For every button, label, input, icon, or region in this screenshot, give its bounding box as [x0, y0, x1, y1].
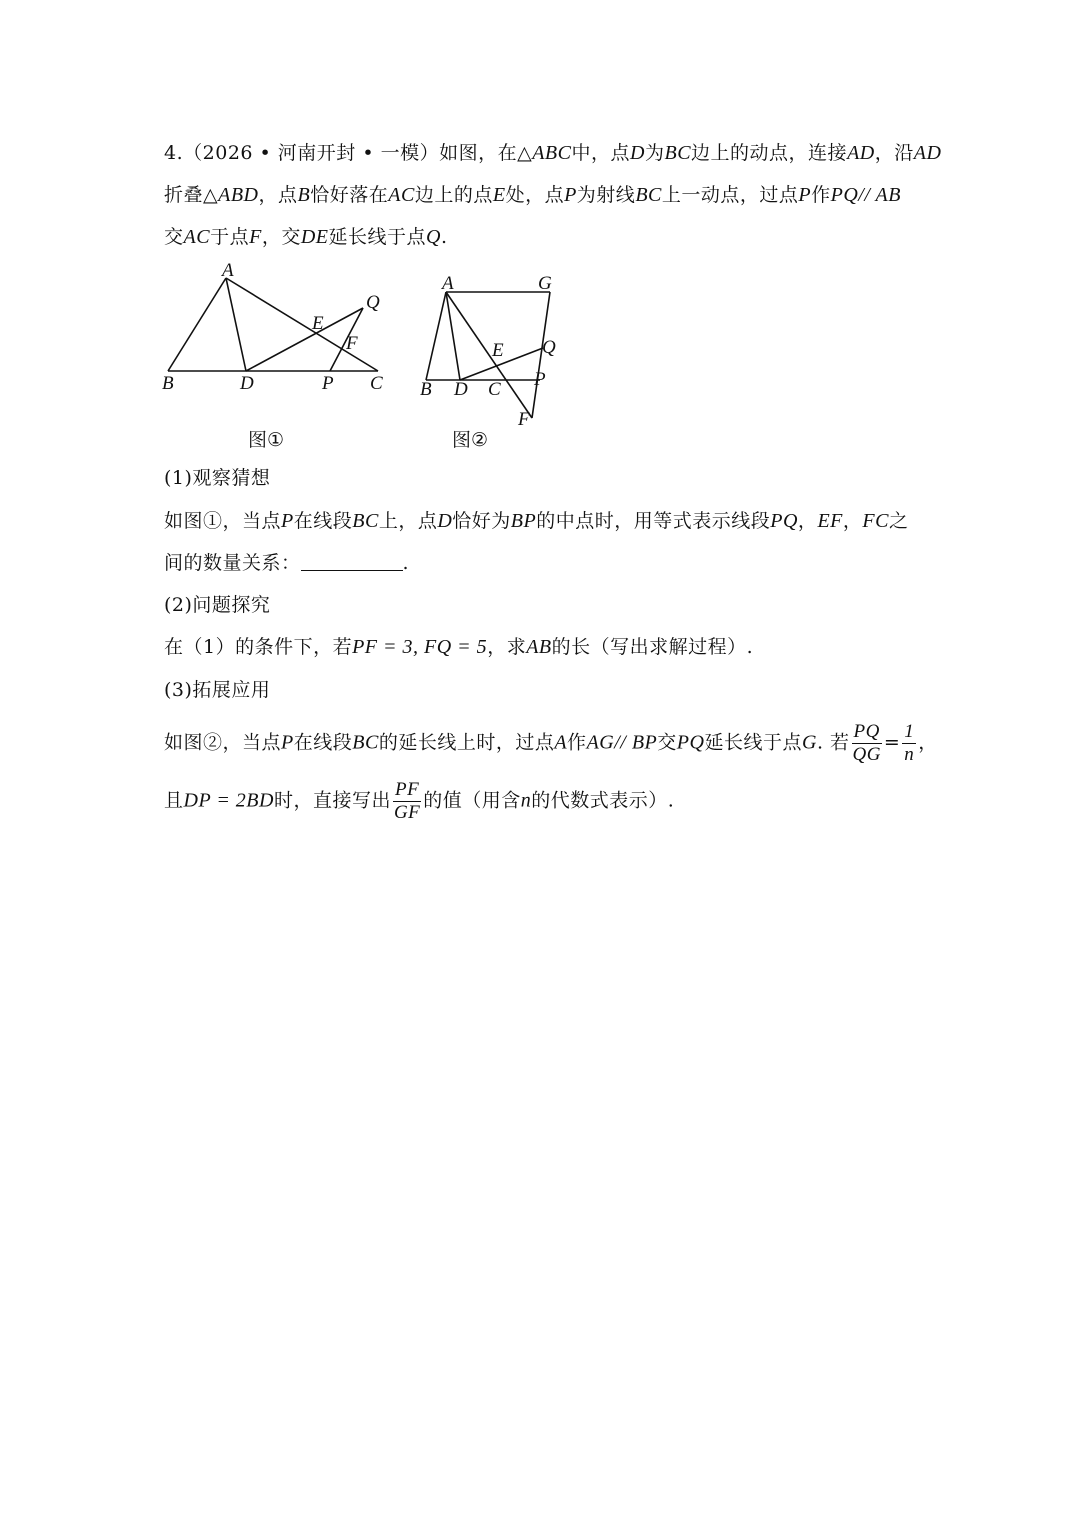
- part2-text: 的长（写出求解过程）.: [551, 636, 754, 658]
- math-var: BC: [352, 510, 379, 532]
- label-B: B: [420, 379, 432, 400]
- label-E: E: [492, 340, 504, 361]
- stem-text: 恰好落在: [310, 184, 389, 206]
- part3-line-1: [164, 721, 938, 765]
- segment-AD: [446, 292, 460, 380]
- label-F: F: [518, 409, 530, 430]
- part3-text: 如图②，当点: [164, 731, 282, 754]
- part3-text: 交: [657, 731, 677, 754]
- math-var: D: [630, 142, 645, 164]
- stem-text: 上一动点，过点: [661, 184, 799, 206]
- math-condition: DP = 2BD: [183, 789, 274, 812]
- fraction-denominator: QG: [852, 744, 881, 765]
- math-var: AG// BP: [586, 731, 658, 754]
- part3-text: ，: [918, 731, 938, 754]
- equals-sign: =: [883, 731, 901, 754]
- part1-text: ，: [797, 510, 818, 532]
- segment-AB: [426, 292, 446, 380]
- math-condition: PF = 3, FQ = 5: [352, 636, 488, 658]
- math-var: PQ: [676, 731, 705, 754]
- figure-1: [150, 258, 410, 458]
- math-var: P: [564, 184, 577, 206]
- part1-line-1: [164, 506, 924, 536]
- fraction-numerator: 1: [904, 721, 915, 742]
- part3-text: . 若: [816, 731, 850, 754]
- problem-source: （2026 • 河南开封 • 一模）: [183, 142, 440, 164]
- figure-2-caption: 图②: [452, 429, 489, 451]
- label-Q: Q: [542, 337, 556, 358]
- part1-text: 间的数量关系：: [164, 552, 301, 574]
- segment-AD: [226, 278, 246, 371]
- math-var: AC: [183, 226, 211, 248]
- part1-heading: (1)观察猜想: [164, 467, 271, 489]
- stem-text: 延长线于点: [328, 226, 427, 248]
- figure-2: [410, 258, 580, 458]
- problem-stem-line-2: [164, 180, 924, 210]
- math-var: ABD: [218, 184, 259, 206]
- math-var: A: [554, 731, 568, 754]
- part1-text: 之: [888, 510, 909, 532]
- math-var: P: [281, 731, 294, 754]
- stem-text: 边上的点: [414, 184, 493, 206]
- math-var: AD: [847, 142, 875, 164]
- fraction-denominator: GF: [393, 802, 421, 823]
- label-A: A: [222, 260, 234, 281]
- part3-text: 的延长线上时，过点: [378, 731, 555, 754]
- stem-text: 折叠△: [164, 184, 219, 206]
- part1-line-2: [164, 548, 924, 578]
- part2-line-1: [164, 632, 924, 662]
- label-D: D: [454, 379, 468, 400]
- stem-text: 为: [644, 142, 665, 164]
- math-var: P: [281, 510, 294, 532]
- math-var: EF: [817, 510, 843, 532]
- math-var: DE: [300, 226, 329, 248]
- math-var: n: [520, 789, 532, 812]
- part1-text: 恰好为: [452, 510, 511, 532]
- stem-text: 中，点: [571, 142, 631, 164]
- fraction-numerator: PF: [395, 779, 420, 800]
- stem-text: ，沿: [874, 142, 914, 164]
- math-var: BC: [635, 184, 662, 206]
- label-Q: Q: [366, 292, 380, 313]
- part1-text: 的中点时，用等式表示线段: [536, 510, 771, 532]
- part1-text: 在线段: [293, 510, 353, 532]
- label-C: C: [370, 373, 383, 394]
- problem-stem-line-3: [164, 222, 924, 252]
- math-var: F: [249, 226, 262, 248]
- fraction-PQ-over-QG: [852, 722, 882, 765]
- label-B: B: [162, 373, 174, 394]
- label-D: D: [240, 373, 254, 394]
- answer-blank[interactable]: [301, 550, 403, 571]
- math-var: BC: [664, 142, 692, 164]
- part1-text: .: [402, 552, 410, 574]
- stem-text: 边上的动点，连接: [691, 142, 848, 164]
- math-var: FC: [862, 510, 889, 532]
- stem-text: ，点: [258, 184, 298, 206]
- math-var: G: [801, 731, 817, 754]
- stem-text: 处，点: [505, 184, 565, 206]
- part2-text: 在（1）的条件下，若: [164, 636, 353, 658]
- stem-text: 交: [164, 226, 184, 248]
- problem-stem-line-1: [164, 138, 942, 168]
- part1-text: ，: [842, 510, 863, 532]
- part1-text: 上，点: [378, 510, 438, 532]
- part3-text: 在线段: [293, 731, 353, 754]
- fraction-numerator: PQ: [853, 721, 880, 742]
- stem-text: ，交: [261, 226, 301, 248]
- math-var: PQ// AB: [830, 184, 901, 206]
- stem-text: 如图，在: [439, 142, 518, 164]
- label-G: G: [538, 273, 552, 294]
- part2-text: ，求: [487, 636, 527, 658]
- part3-text: 的代数式表示）.: [531, 789, 675, 812]
- label-F: F: [346, 333, 358, 354]
- part1-text: 如图①，当点: [164, 510, 282, 532]
- label-P: P: [534, 369, 546, 390]
- math-var: PQ: [770, 510, 798, 532]
- label-A: A: [442, 273, 454, 294]
- math-var: P: [798, 184, 812, 206]
- math-var: D: [437, 510, 453, 532]
- math-var: Q: [426, 226, 441, 248]
- fraction-PF-over-GF: [393, 780, 421, 823]
- stem-text: .: [440, 226, 448, 248]
- part3-text: 的值（用含: [423, 789, 521, 812]
- problem-number: 4.: [164, 142, 184, 164]
- part3-text: 且: [164, 789, 184, 812]
- math-var: B: [297, 184, 311, 206]
- fraction-denominator: n: [904, 744, 915, 765]
- fraction-1-over-n: [902, 722, 916, 765]
- part2-heading: (2)问题探究: [164, 594, 271, 616]
- segment-AB: [168, 278, 226, 371]
- part3-text: 作: [567, 731, 587, 754]
- stem-text: 为射线: [576, 184, 636, 206]
- math-var: AC: [388, 184, 415, 206]
- stem-text: 作: [811, 184, 831, 206]
- math-var: BC: [352, 731, 379, 754]
- label-P: P: [322, 373, 334, 394]
- math-var: AB: [526, 636, 552, 658]
- math-var: ABC: [532, 142, 572, 164]
- math-var: AD: [913, 142, 942, 164]
- part3-line-2: [164, 780, 924, 823]
- label-E: E: [312, 313, 324, 334]
- math-var: E: [492, 184, 506, 206]
- math-var: BP: [510, 510, 537, 532]
- triangle-symbol: △: [517, 142, 533, 164]
- label-C: C: [488, 379, 501, 400]
- part3-text: 延长线于点: [704, 731, 802, 754]
- part3-text: 时，直接写出: [273, 789, 391, 812]
- stem-text: 于点: [210, 226, 250, 248]
- part3-heading: (3)拓展应用: [164, 679, 271, 701]
- figure-1-caption: 图①: [248, 429, 285, 451]
